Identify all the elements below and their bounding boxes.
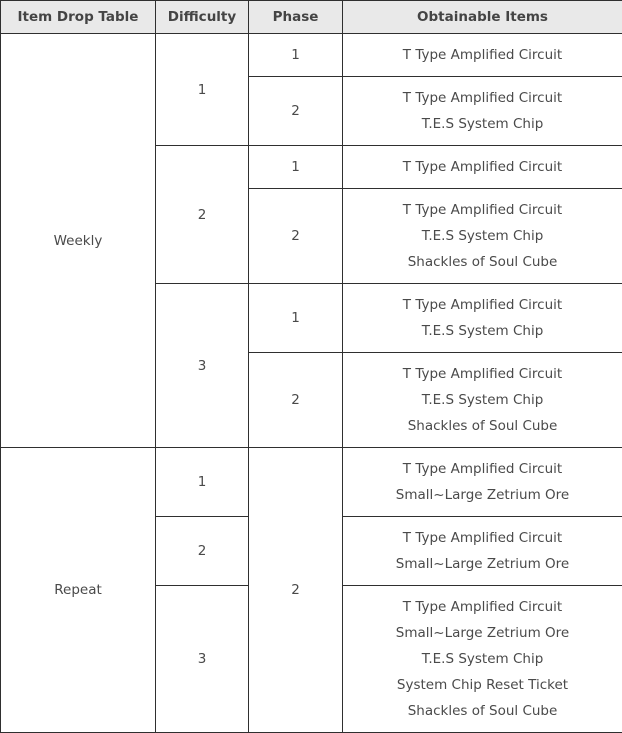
difficulty-cell: 1 — [156, 34, 249, 146]
item-name: Shackles of Soul Cube — [407, 703, 558, 719]
category-cell-repeat: Repeat — [1, 448, 156, 733]
items-cell — [343, 353, 622, 448]
table-row — [1, 448, 622, 517]
item-name: T.E.S System Chip — [421, 116, 544, 132]
header-item-drop-table: Item Drop Table — [1, 1, 156, 34]
phase-cell: 1 — [249, 284, 343, 353]
header-phase: Phase — [249, 1, 343, 34]
header-row — [1, 1, 622, 34]
phase-cell: 2 — [249, 353, 343, 448]
phase-cell: 1 — [249, 34, 343, 77]
phase-cell: 2 — [249, 448, 343, 733]
difficulty-cell: 2 — [156, 146, 249, 284]
item-name: Shackles of Soul Cube — [407, 418, 558, 434]
item-name: T Type Amplified Circuit — [402, 297, 563, 313]
difficulty-cell: 2 — [156, 517, 249, 586]
header-difficulty: Difficulty — [156, 1, 249, 34]
phase-cell: 2 — [249, 189, 343, 284]
item-name: T Type Amplified Circuit — [402, 159, 563, 175]
difficulty-cell: 3 — [156, 586, 249, 733]
items-cell — [343, 77, 622, 146]
items-cell — [343, 517, 622, 586]
items-cell — [343, 34, 622, 77]
item-name: T Type Amplified Circuit — [402, 202, 563, 218]
category-cell-weekly: Weekly — [1, 34, 156, 448]
item-name: T.E.S System Chip — [421, 651, 544, 667]
item-name: T Type Amplified Circuit — [402, 366, 563, 382]
difficulty-cell: 3 — [156, 284, 249, 448]
item-name: Small~Large Zetrium Ore — [395, 625, 570, 641]
item-name: T Type Amplified Circuit — [402, 461, 563, 477]
item-name: Shackles of Soul Cube — [407, 254, 558, 270]
item-name: Small~Large Zetrium Ore — [395, 487, 570, 503]
items-cell — [343, 189, 622, 284]
item-name: System Chip Reset Ticket — [396, 677, 569, 693]
items-cell — [343, 146, 622, 189]
difficulty-cell: 1 — [156, 448, 249, 517]
item-name: Small~Large Zetrium Ore — [395, 556, 570, 572]
item-name: T Type Amplified Circuit — [402, 530, 563, 546]
item-name: T Type Amplified Circuit — [402, 90, 563, 106]
phase-cell: 1 — [249, 146, 343, 189]
items-cell — [343, 284, 622, 353]
header-obtainable-items: Obtainable Items — [343, 1, 622, 34]
item-name: T Type Amplified Circuit — [402, 47, 563, 63]
item-name: T.E.S System Chip — [421, 392, 544, 408]
item-name: T.E.S System Chip — [421, 228, 544, 244]
item-name: T.E.S System Chip — [421, 323, 544, 339]
phase-cell: 2 — [249, 77, 343, 146]
items-cell — [343, 448, 622, 517]
items-cell — [343, 586, 622, 733]
item-name: T Type Amplified Circuit — [402, 599, 563, 615]
table-row — [1, 34, 622, 77]
